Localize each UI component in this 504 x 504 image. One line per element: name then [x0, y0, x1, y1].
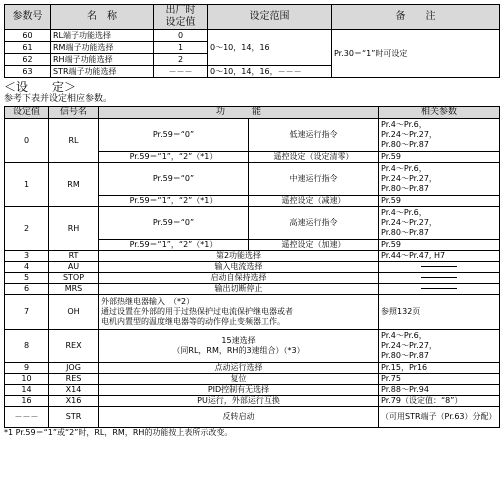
param-num: 62 [5, 54, 51, 66]
param-default: －－－ [154, 66, 208, 78]
condition-text: Pr.59＝“1”，“2”（*1） [99, 152, 249, 163]
condition-text: Pr.59＝“1”，“2”（*1） [99, 196, 249, 207]
param-range: 0～10，14，16 [208, 30, 332, 66]
signal-name: MRS [49, 284, 99, 295]
table-row [5, 262, 500, 273]
param-remark: Pr.30＝“1”时可设定 [332, 30, 500, 78]
related-params: Pr.44～Pr.47, H7 [379, 251, 500, 262]
setting-value: 8 [5, 330, 49, 363]
param-name: RM端子功能选择 [51, 42, 154, 54]
function-text: 外部热继电器输入 （*2） 通过设置在外部的用于过热保护过电流保护继电器或者 电机内置型的温度继电器等的动作停止变频器工作。 [99, 295, 379, 330]
signal-name: RL [49, 119, 99, 163]
hdr-name: 名 称 [51, 5, 154, 30]
function-text: 遥控设定（减速） [249, 196, 379, 207]
param-default: 2 [154, 54, 208, 66]
signal-name: STR [49, 407, 99, 428]
setting-value: 4 [5, 262, 49, 273]
hdr-signal-name: 信号名 [49, 107, 99, 119]
setting-value: 6 [5, 284, 49, 295]
hdr-default: 出厂时 设定值 [154, 5, 208, 30]
related-params [379, 273, 500, 284]
signal-name: RH [49, 207, 99, 251]
signal-name: X16 [49, 396, 99, 407]
dash-line [421, 288, 457, 289]
function-text: PU运行，外部运行互换 [99, 396, 379, 407]
table-row [5, 284, 500, 295]
condition-text: Pr.59＝“0” [99, 207, 249, 240]
function-text: 低速运行指令 [249, 119, 379, 152]
table-row [5, 163, 500, 196]
table-row [5, 396, 500, 407]
function-text: 反转启动 [99, 407, 379, 428]
condition-text: Pr.59＝“1”，“2”（*1） [99, 240, 249, 251]
related-params: Pr.88～Pr.94 [379, 385, 500, 396]
param-default: 0 [154, 30, 208, 42]
function-text: 复位 [99, 374, 379, 385]
setting-value: 16 [5, 396, 49, 407]
setting-value: 1 [5, 163, 49, 207]
setting-value: 10 [5, 374, 49, 385]
section-note: 参考下表并设定相应参数。 [4, 94, 113, 104]
related-params: Pr.79（设定值：“8”） [379, 396, 500, 407]
signal-name: RM [49, 163, 99, 207]
related-params: Pr.59 [379, 152, 500, 163]
function-text: 高速运行指令 [249, 207, 379, 240]
section-title: ＜设 定＞ [4, 80, 77, 94]
signal-name: OH [49, 295, 99, 330]
table-row [5, 385, 500, 396]
function-text: 遥控设定（加速） [249, 240, 379, 251]
function-text: 输入电流选择 [99, 262, 379, 273]
function-text: 遥控设定（设定清零） [249, 152, 379, 163]
related-params: （可用STR端子（Pr.63）分配） [379, 407, 500, 428]
setting-value: 7 [5, 295, 49, 330]
setting-value: 2 [5, 207, 49, 251]
setting-value: －－－ [5, 407, 49, 428]
table1-header-row [5, 5, 500, 30]
function-text: 中速运行指令 [249, 163, 379, 196]
function-text: 15速选择 （同RL，RM，RH的3速组合）（*3） [99, 330, 379, 363]
setting-value: 0 [5, 119, 49, 163]
table-row [5, 363, 500, 374]
signal-name: STOP [49, 273, 99, 284]
table-row [5, 207, 500, 240]
param-num: 63 [5, 66, 51, 78]
signal-name: X14 [49, 385, 99, 396]
function-text: 点动运行选择 [99, 363, 379, 374]
param-num: 60 [5, 30, 51, 42]
settings-table [4, 106, 500, 428]
param-range: 0～10，14，16，－－－ [208, 66, 332, 78]
signal-name: RES [49, 374, 99, 385]
hdr-related: 相关参数 [379, 107, 500, 119]
table-row [5, 295, 500, 330]
table-row [5, 374, 500, 385]
related-params: Pr.59 [379, 240, 500, 251]
related-params [379, 262, 500, 273]
param-name: RL端子功能选择 [51, 30, 154, 42]
related-params: Pr.4～Pr.6， Pr.24～Pr.27， Pr.80～Pr.87 [379, 119, 500, 152]
condition-text: Pr.59＝“0” [99, 163, 249, 196]
related-params: Pr.4～Pr.6， Pr.24～Pr.27， Pr.80～Pr.87 [379, 163, 500, 196]
function-text: 启动自保持选择 [99, 273, 379, 284]
hdr-function: 功 能 [99, 107, 379, 119]
param-num: 61 [5, 42, 51, 54]
related-params: 参照132页 [379, 295, 500, 330]
signal-name: REX [49, 330, 99, 363]
function-text: PID控制有无选择 [99, 385, 379, 396]
setting-value: 3 [5, 251, 49, 262]
related-params: Pr.75 [379, 374, 500, 385]
hdr-range: 设定范围 [208, 5, 332, 30]
table2-header-row [5, 107, 500, 119]
param-name: STR端子功能选择 [51, 66, 154, 78]
dash-line [421, 266, 457, 267]
related-params: Pr.59 [379, 196, 500, 207]
param-name: RH端子功能选择 [51, 54, 154, 66]
hdr-remark: 备 注 [332, 5, 500, 30]
signal-name: JOG [49, 363, 99, 374]
setting-value: 14 [5, 385, 49, 396]
parameter-table [4, 4, 500, 78]
related-params: Pr.15，Pr16 [379, 363, 500, 374]
function-text: 输出切断停止 [99, 284, 379, 295]
hdr-setting-value: 设定值 [5, 107, 49, 119]
hdr-param-num: 参数号 [5, 5, 51, 30]
related-params: Pr.4～Pr.6， Pr.24～Pr.27， Pr.80～Pr.87 [379, 207, 500, 240]
table-row [5, 30, 500, 42]
signal-name: AU [49, 262, 99, 273]
table-row [5, 273, 500, 284]
param-default: 1 [154, 42, 208, 54]
setting-value: 5 [5, 273, 49, 284]
signal-name: RT [49, 251, 99, 262]
setting-value: 9 [5, 363, 49, 374]
table-row [5, 330, 500, 363]
dash-line [421, 277, 457, 278]
related-params: Pr.4～Pr.6， Pr.24～Pr.27， Pr.80～Pr.87 [379, 330, 500, 363]
table-row [5, 407, 500, 428]
footnote: *1 Pr.59＝“1”或“2”时，RL，RM，RH的功能按上表所示改变。 [4, 428, 233, 437]
table-row [5, 251, 500, 262]
related-params [379, 284, 500, 295]
condition-text: Pr.59＝“0” [99, 119, 249, 152]
function-text: 第2功能选择 [99, 251, 379, 262]
table-row [5, 119, 500, 152]
